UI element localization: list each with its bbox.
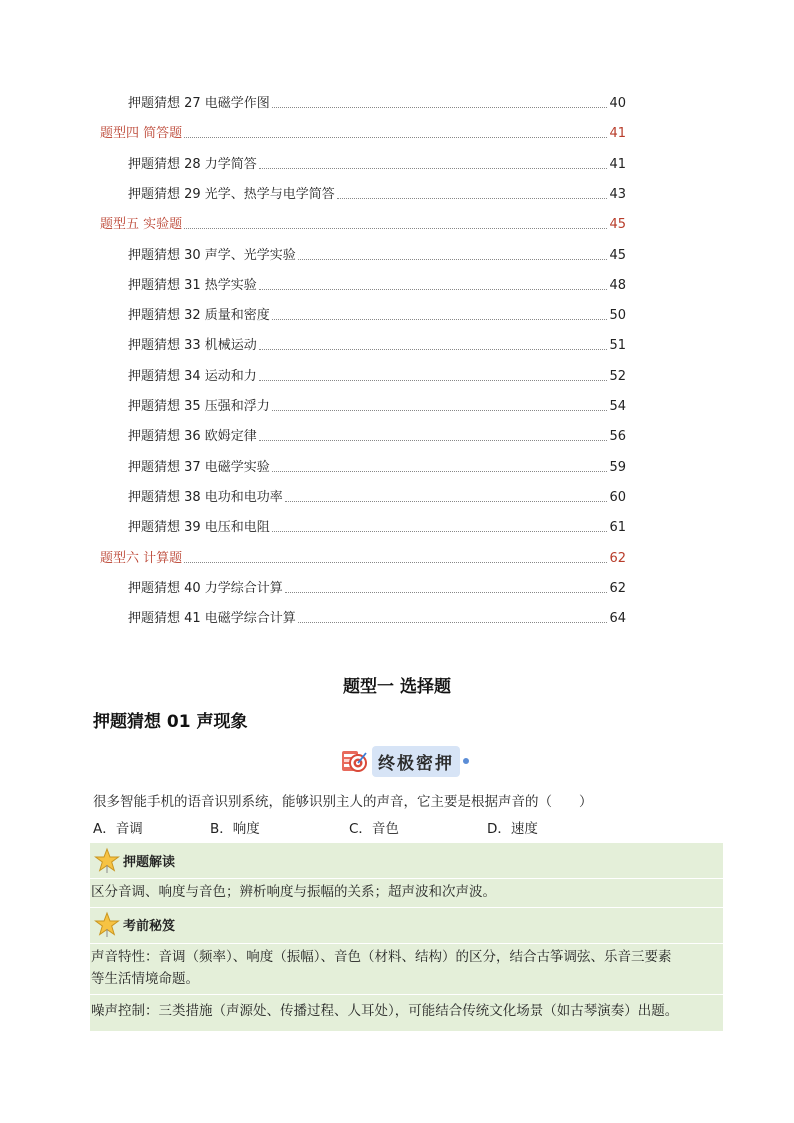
toc-label: 押题猜想 39 电压和电阻 <box>128 520 270 536</box>
toc-label: 题型四 简答题 <box>100 126 183 142</box>
toc-page-number: 48 <box>609 277 626 293</box>
toc-label: 押题猜想 35 压强和浮力 <box>128 399 270 414</box>
toc-page-number: 60 <box>609 489 626 505</box>
toc-leader-dots <box>272 531 608 532</box>
toc-label: 押题猜想 32 质量和密度 <box>128 308 270 324</box>
toc-section-heading[interactable] <box>100 547 626 567</box>
option-b: B．响度 <box>210 821 260 837</box>
tips-line: 等生活情境命题。 <box>91 971 199 987</box>
toc-leader-dots <box>272 319 608 320</box>
toc-leader-dots <box>259 440 608 441</box>
toc-entry[interactable] <box>128 274 626 294</box>
toc-entry[interactable] <box>128 365 626 385</box>
toc-label: 押题猜想 30 声学、光学实验 <box>128 247 296 263</box>
option-d: D．速度 <box>487 821 538 837</box>
toc-label: 押题猜想 28 力学简答 <box>128 156 257 172</box>
tips-line: 噪声控制：三类措施（声源处、传播过程、人耳处），可能结合传统文化场景（如古琴演奏）出题。 <box>91 1003 679 1019</box>
banner-text: 终极密押 <box>372 746 460 777</box>
star-icon <box>94 911 120 937</box>
toc-entry[interactable] <box>128 577 626 597</box>
toc-entry[interactable] <box>128 153 626 173</box>
toc-leader-dots <box>285 592 608 593</box>
interpretation-text: 区分音调、响度与音色；辨析响度与振幅的关系；超声波和次声波。 <box>91 884 496 900</box>
tips-line: 声音特性：音调（频率）、响度（振幅）、音色（材料、结构）的区分，结合古筝调弦、乐音三要素 <box>91 949 672 965</box>
toc-leader-dots <box>298 622 608 623</box>
toc-page-number: 56 <box>609 429 626 445</box>
toc-page-number: 45 <box>609 247 626 263</box>
toc-entry[interactable] <box>128 607 626 627</box>
interpretation-heading-label: 押题解读 <box>123 854 176 870</box>
tips-heading-label: 考前秘笈 <box>123 918 176 934</box>
toc-label: 题型六 计算题 <box>100 550 183 566</box>
toc-leader-dots <box>285 501 608 502</box>
toc-entry[interactable] <box>128 244 626 264</box>
toc-page-number: 54 <box>609 399 626 414</box>
toc-page-number: 40 <box>609 96 626 111</box>
section-title: 题型一 选择题 <box>343 677 451 697</box>
divider <box>90 943 723 944</box>
interpretation-heading <box>90 845 723 875</box>
toc-page-number: 59 <box>609 459 626 475</box>
toc-leader-dots <box>184 562 607 563</box>
toc-label: 押题猜想 38 电功和电功率 <box>128 489 283 505</box>
toc-section-heading[interactable] <box>100 122 626 142</box>
toc-entry[interactable] <box>128 425 626 445</box>
toc-entry[interactable] <box>128 334 626 354</box>
option-a: A．音调 <box>93 821 143 837</box>
toc-page-number: 41 <box>609 156 626 172</box>
tips-heading <box>90 909 723 939</box>
toc-entry[interactable] <box>128 456 626 476</box>
toc-label: 押题猜想 27 电磁学作图 <box>128 96 270 111</box>
toc-entry[interactable] <box>128 516 626 536</box>
analysis-box <box>90 843 723 1031</box>
toc-entry[interactable] <box>128 395 626 415</box>
toc-page-number: 64 <box>609 611 626 627</box>
toc-leader-dots <box>272 410 608 411</box>
toc-page-number: 50 <box>609 308 626 324</box>
toc-leader-dots <box>184 137 607 138</box>
answer-options <box>93 817 713 837</box>
toc-entry[interactable] <box>128 183 626 203</box>
toc-leader-dots <box>184 228 607 229</box>
toc-label: 押题猜想 36 欧姆定律 <box>128 429 257 445</box>
toc-label: 押题猜想 31 热学实验 <box>128 277 257 293</box>
toc-leader-dots <box>272 107 608 108</box>
guess-title: 押题猜想 01 声现象 <box>93 712 248 732</box>
toc-label: 押题猜想 41 电磁学综合计算 <box>128 611 296 627</box>
toc-leader-dots <box>337 198 608 199</box>
toc-leader-dots <box>259 289 608 290</box>
toc-leader-dots <box>272 471 608 472</box>
divider <box>90 907 723 908</box>
toc-leader-dots <box>259 380 608 381</box>
toc-page-number: 43 <box>609 186 626 202</box>
toc-section-heading[interactable] <box>100 213 626 233</box>
toc-label: 押题猜想 33 机械运动 <box>128 338 257 354</box>
option-c: C．音色 <box>349 821 399 837</box>
toc-page-number: 62 <box>609 550 626 566</box>
banner <box>340 745 474 777</box>
divider <box>90 878 723 879</box>
toc-page-number: 45 <box>609 217 626 233</box>
toc-label: 题型五 实验题 <box>100 217 183 233</box>
banner-dot <box>463 758 469 764</box>
toc-label: 押题猜想 40 力学综合计算 <box>128 580 283 596</box>
star-icon <box>94 847 120 873</box>
toc-label: 押题猜想 37 电磁学实验 <box>128 459 270 475</box>
toc-page-number: 51 <box>609 338 626 354</box>
toc-label: 押题猜想 29 光学、热学与电学简答 <box>128 186 335 202</box>
toc-page-number: 61 <box>609 520 626 536</box>
toc-entry[interactable] <box>128 304 626 324</box>
divider <box>90 994 723 995</box>
toc-page-number: 62 <box>609 580 626 596</box>
target-icon <box>340 747 368 775</box>
toc-leader-dots <box>298 259 608 260</box>
toc-label: 押题猜想 34 运动和力 <box>128 368 257 384</box>
toc-entry[interactable] <box>128 92 626 112</box>
toc-page-number: 41 <box>609 126 626 142</box>
toc-page-number: 52 <box>609 368 626 384</box>
toc-leader-dots <box>259 168 608 169</box>
toc-entry[interactable] <box>128 486 626 506</box>
toc-leader-dots <box>259 349 608 350</box>
question-text: 很多智能手机的语音识别系统，能够识别主人的声音，它主要是根据声音的（ ） <box>93 794 593 810</box>
